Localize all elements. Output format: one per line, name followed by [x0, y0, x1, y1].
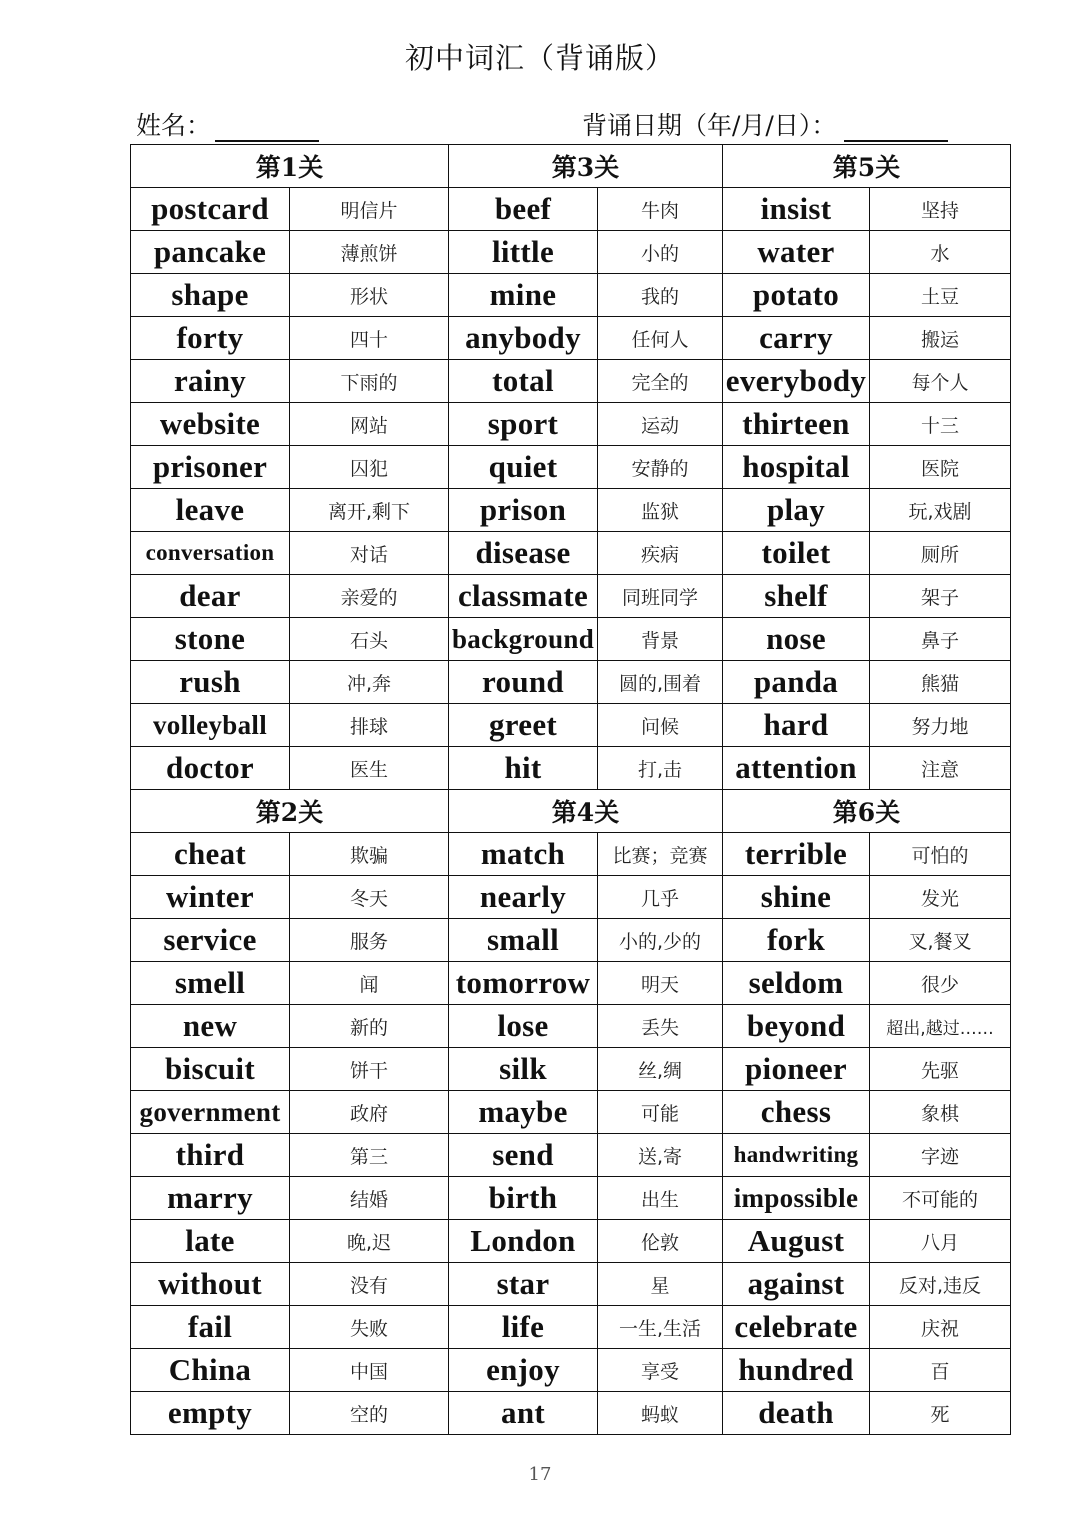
word-row — [131, 1220, 1011, 1263]
chinese-meaning: 很少 — [870, 962, 1011, 1005]
chinese-meaning: 小的,少的 — [598, 919, 723, 962]
english-word: stone — [131, 618, 290, 661]
english-word: late — [131, 1220, 290, 1263]
chinese-meaning: 丢失 — [598, 1005, 723, 1048]
english-word: ant — [449, 1392, 598, 1435]
chinese-meaning: 蚂蚁 — [598, 1392, 723, 1435]
word-row — [131, 618, 1011, 661]
chinese-meaning: 明天 — [598, 962, 723, 1005]
chinese-meaning: 任何人 — [598, 317, 723, 360]
english-word: send — [449, 1134, 598, 1177]
english-word: biscuit — [131, 1048, 290, 1091]
english-word: small — [449, 919, 598, 962]
chinese-meaning: 一生,生活 — [598, 1306, 723, 1349]
date-field — [582, 106, 948, 142]
chinese-meaning: 囚犯 — [290, 446, 449, 489]
chinese-meaning: 监狱 — [598, 489, 723, 532]
word-row — [131, 1134, 1011, 1177]
name-blank[interactable] — [215, 114, 319, 142]
word-row — [131, 704, 1011, 747]
word-row — [131, 532, 1011, 575]
english-word: carry — [723, 317, 870, 360]
chinese-meaning: 问候 — [598, 704, 723, 747]
chinese-meaning: 结婚 — [290, 1177, 449, 1220]
english-word: chess — [723, 1091, 870, 1134]
english-word: prison — [449, 489, 598, 532]
chinese-meaning: 运动 — [598, 403, 723, 446]
chinese-meaning: 安静的 — [598, 446, 723, 489]
chinese-meaning: 疾病 — [598, 532, 723, 575]
word-row — [131, 489, 1011, 532]
english-word: life — [449, 1306, 598, 1349]
section-header: 第1关 — [131, 145, 449, 188]
english-word: classmate — [449, 575, 598, 618]
english-word: star — [449, 1263, 598, 1306]
chinese-meaning: 闻 — [290, 962, 449, 1005]
chinese-meaning: 排球 — [290, 704, 449, 747]
chinese-meaning: 圆的,围着 — [598, 661, 723, 704]
date-blank[interactable] — [844, 114, 948, 142]
chinese-meaning: 可怕的 — [870, 833, 1011, 876]
english-word: sport — [449, 403, 598, 446]
english-word: pioneer — [723, 1048, 870, 1091]
chinese-meaning: 同班同学 — [598, 575, 723, 618]
chinese-meaning: 厕所 — [870, 532, 1011, 575]
english-word: postcard — [131, 188, 290, 231]
chinese-meaning: 医生 — [290, 747, 449, 790]
english-word: against — [723, 1263, 870, 1306]
english-word: London — [449, 1220, 598, 1263]
english-word: lose — [449, 1005, 598, 1048]
section-header-row — [131, 790, 1011, 833]
english-word: beef — [449, 188, 598, 231]
english-word: hard — [723, 704, 870, 747]
english-word: rainy — [131, 360, 290, 403]
english-word: attention — [723, 747, 870, 790]
chinese-meaning: 明信片 — [290, 188, 449, 231]
english-word: dear — [131, 575, 290, 618]
word-row — [131, 833, 1011, 876]
chinese-meaning: 欺骗 — [290, 833, 449, 876]
english-word: China — [131, 1349, 290, 1392]
chinese-meaning: 十三 — [870, 403, 1011, 446]
english-word: prisoner — [131, 446, 290, 489]
chinese-meaning: 每个人 — [870, 360, 1011, 403]
chinese-meaning: 水 — [870, 231, 1011, 274]
section-header-row — [131, 145, 1011, 188]
vocab-table — [130, 144, 1011, 1435]
english-word: everybody — [723, 360, 870, 403]
chinese-meaning: 百 — [870, 1349, 1011, 1392]
chinese-meaning: 打,击 — [598, 747, 723, 790]
chinese-meaning: 石头 — [290, 618, 449, 661]
english-word: greet — [449, 704, 598, 747]
section-header: 第5关 — [723, 145, 1011, 188]
english-word: silk — [449, 1048, 598, 1091]
english-word: volleyball — [131, 704, 290, 747]
english-word: play — [723, 489, 870, 532]
english-word: smell — [131, 962, 290, 1005]
english-word: disease — [449, 532, 598, 575]
english-word: thirteen — [723, 403, 870, 446]
english-word: potato — [723, 274, 870, 317]
word-row — [131, 403, 1011, 446]
chinese-meaning: 我的 — [598, 274, 723, 317]
page-number: 17 — [528, 1464, 552, 1485]
english-word: third — [131, 1134, 290, 1177]
english-word: tomorrow — [449, 962, 598, 1005]
english-word: nearly — [449, 876, 598, 919]
english-word: fork — [723, 919, 870, 962]
chinese-meaning: 四十 — [290, 317, 449, 360]
english-word: birth — [449, 1177, 598, 1220]
section-header: 第4关 — [449, 790, 723, 833]
english-word: hospital — [723, 446, 870, 489]
chinese-meaning: 先驱 — [870, 1048, 1011, 1091]
chinese-meaning: 下雨的 — [290, 360, 449, 403]
english-word: August — [723, 1220, 870, 1263]
date-label: 背诵日期（年/月/日）： — [582, 111, 837, 140]
english-word: beyond — [723, 1005, 870, 1048]
word-row — [131, 1263, 1011, 1306]
chinese-meaning: 熊猫 — [870, 661, 1011, 704]
english-word: panda — [723, 661, 870, 704]
chinese-meaning: 八月 — [870, 1220, 1011, 1263]
word-row — [131, 747, 1011, 790]
chinese-meaning: 政府 — [290, 1091, 449, 1134]
english-word: mine — [449, 274, 598, 317]
english-word: service — [131, 919, 290, 962]
word-row — [131, 231, 1011, 274]
chinese-meaning: 没有 — [290, 1263, 449, 1306]
word-row — [131, 188, 1011, 231]
chinese-meaning: 不可能的 — [870, 1177, 1011, 1220]
english-word: government — [131, 1091, 290, 1134]
english-word: conversation — [131, 532, 290, 575]
chinese-meaning: 反对,违反 — [870, 1263, 1011, 1306]
chinese-meaning: 第三 — [290, 1134, 449, 1177]
english-word: round — [449, 661, 598, 704]
english-word: total — [449, 360, 598, 403]
chinese-meaning: 完全的 — [598, 360, 723, 403]
english-word: seldom — [723, 962, 870, 1005]
chinese-meaning: 新的 — [290, 1005, 449, 1048]
word-row — [131, 661, 1011, 704]
chinese-meaning: 中国 — [290, 1349, 449, 1392]
chinese-meaning: 背景 — [598, 618, 723, 661]
chinese-meaning: 努力地 — [870, 704, 1011, 747]
english-word: background — [449, 618, 598, 661]
english-word: winter — [131, 876, 290, 919]
word-row — [131, 1005, 1011, 1048]
word-row — [131, 274, 1011, 317]
chinese-meaning: 冬天 — [290, 876, 449, 919]
english-word: enjoy — [449, 1349, 598, 1392]
word-row — [131, 1392, 1011, 1435]
page-title: 初中词汇（背诵版） — [404, 41, 675, 75]
english-word: celebrate — [723, 1306, 870, 1349]
english-word: new — [131, 1005, 290, 1048]
chinese-meaning: 坚持 — [870, 188, 1011, 231]
word-row — [131, 876, 1011, 919]
english-word: doctor — [131, 747, 290, 790]
word-row — [131, 575, 1011, 618]
chinese-meaning: 医院 — [870, 446, 1011, 489]
english-word: terrible — [723, 833, 870, 876]
english-word: leave — [131, 489, 290, 532]
english-word: maybe — [449, 1091, 598, 1134]
chinese-meaning: 送,寄 — [598, 1134, 723, 1177]
chinese-meaning: 字迹 — [870, 1134, 1011, 1177]
english-word: forty — [131, 317, 290, 360]
chinese-meaning: 丝,绸 — [598, 1048, 723, 1091]
chinese-meaning: 星 — [598, 1263, 723, 1306]
chinese-meaning: 薄煎饼 — [290, 231, 449, 274]
word-row — [131, 1306, 1011, 1349]
english-word: little — [449, 231, 598, 274]
chinese-meaning: 叉,餐叉 — [870, 919, 1011, 962]
english-word: hit — [449, 747, 598, 790]
section-header: 第2关 — [131, 790, 449, 833]
word-row — [131, 1177, 1011, 1220]
english-word: quiet — [449, 446, 598, 489]
english-word: shine — [723, 876, 870, 919]
section-header: 第6关 — [723, 790, 1011, 833]
english-word: insist — [723, 188, 870, 231]
chinese-meaning: 享受 — [598, 1349, 723, 1392]
chinese-meaning: 失败 — [290, 1306, 449, 1349]
chinese-meaning: 形状 — [290, 274, 449, 317]
chinese-meaning: 土豆 — [870, 274, 1011, 317]
english-word: rush — [131, 661, 290, 704]
english-word: handwriting — [723, 1134, 870, 1177]
chinese-meaning: 鼻子 — [870, 618, 1011, 661]
chinese-meaning: 服务 — [290, 919, 449, 962]
chinese-meaning: 搬运 — [870, 317, 1011, 360]
chinese-meaning: 比赛；竞赛 — [598, 833, 723, 876]
english-word: without — [131, 1263, 290, 1306]
english-word: toilet — [723, 532, 870, 575]
english-word: water — [723, 231, 870, 274]
name-field — [136, 106, 319, 142]
english-word: cheat — [131, 833, 290, 876]
chinese-meaning: 饼干 — [290, 1048, 449, 1091]
chinese-meaning: 几乎 — [598, 876, 723, 919]
english-word: nose — [723, 618, 870, 661]
chinese-meaning: 伦敦 — [598, 1220, 723, 1263]
section-header: 第3关 — [449, 145, 723, 188]
english-word: marry — [131, 1177, 290, 1220]
word-row — [131, 919, 1011, 962]
english-word: shape — [131, 274, 290, 317]
english-word: hundred — [723, 1349, 870, 1392]
english-word: fail — [131, 1306, 290, 1349]
word-row — [131, 360, 1011, 403]
english-word: pancake — [131, 231, 290, 274]
english-word: impossible — [723, 1177, 870, 1220]
word-row — [131, 446, 1011, 489]
english-word: death — [723, 1392, 870, 1435]
chinese-meaning: 庆祝 — [870, 1306, 1011, 1349]
word-row — [131, 1091, 1011, 1134]
chinese-meaning: 离开,剩下 — [290, 489, 449, 532]
chinese-meaning: 可能 — [598, 1091, 723, 1134]
english-word: shelf — [723, 575, 870, 618]
chinese-meaning: 出生 — [598, 1177, 723, 1220]
english-word: anybody — [449, 317, 598, 360]
chinese-meaning: 架子 — [870, 575, 1011, 618]
chinese-meaning: 玩,戏剧 — [870, 489, 1011, 532]
name-label: 姓名： — [136, 111, 212, 140]
word-row — [131, 317, 1011, 360]
chinese-meaning: 空的 — [290, 1392, 449, 1435]
chinese-meaning: 象棋 — [870, 1091, 1011, 1134]
chinese-meaning: 晚,迟 — [290, 1220, 449, 1263]
chinese-meaning: 冲,奔 — [290, 661, 449, 704]
chinese-meaning: 对话 — [290, 532, 449, 575]
word-row — [131, 1048, 1011, 1091]
english-word: match — [449, 833, 598, 876]
english-word: website — [131, 403, 290, 446]
chinese-meaning: 亲爱的 — [290, 575, 449, 618]
chinese-meaning: 小的 — [598, 231, 723, 274]
chinese-meaning: 发光 — [870, 876, 1011, 919]
chinese-meaning: 注意 — [870, 747, 1011, 790]
chinese-meaning: 牛肉 — [598, 188, 723, 231]
english-word: empty — [131, 1392, 290, 1435]
word-row — [131, 1349, 1011, 1392]
word-row — [131, 962, 1011, 1005]
chinese-meaning: 死 — [870, 1392, 1011, 1435]
chinese-meaning: 超出,越过…… — [870, 1005, 1011, 1048]
chinese-meaning: 网站 — [290, 403, 449, 446]
